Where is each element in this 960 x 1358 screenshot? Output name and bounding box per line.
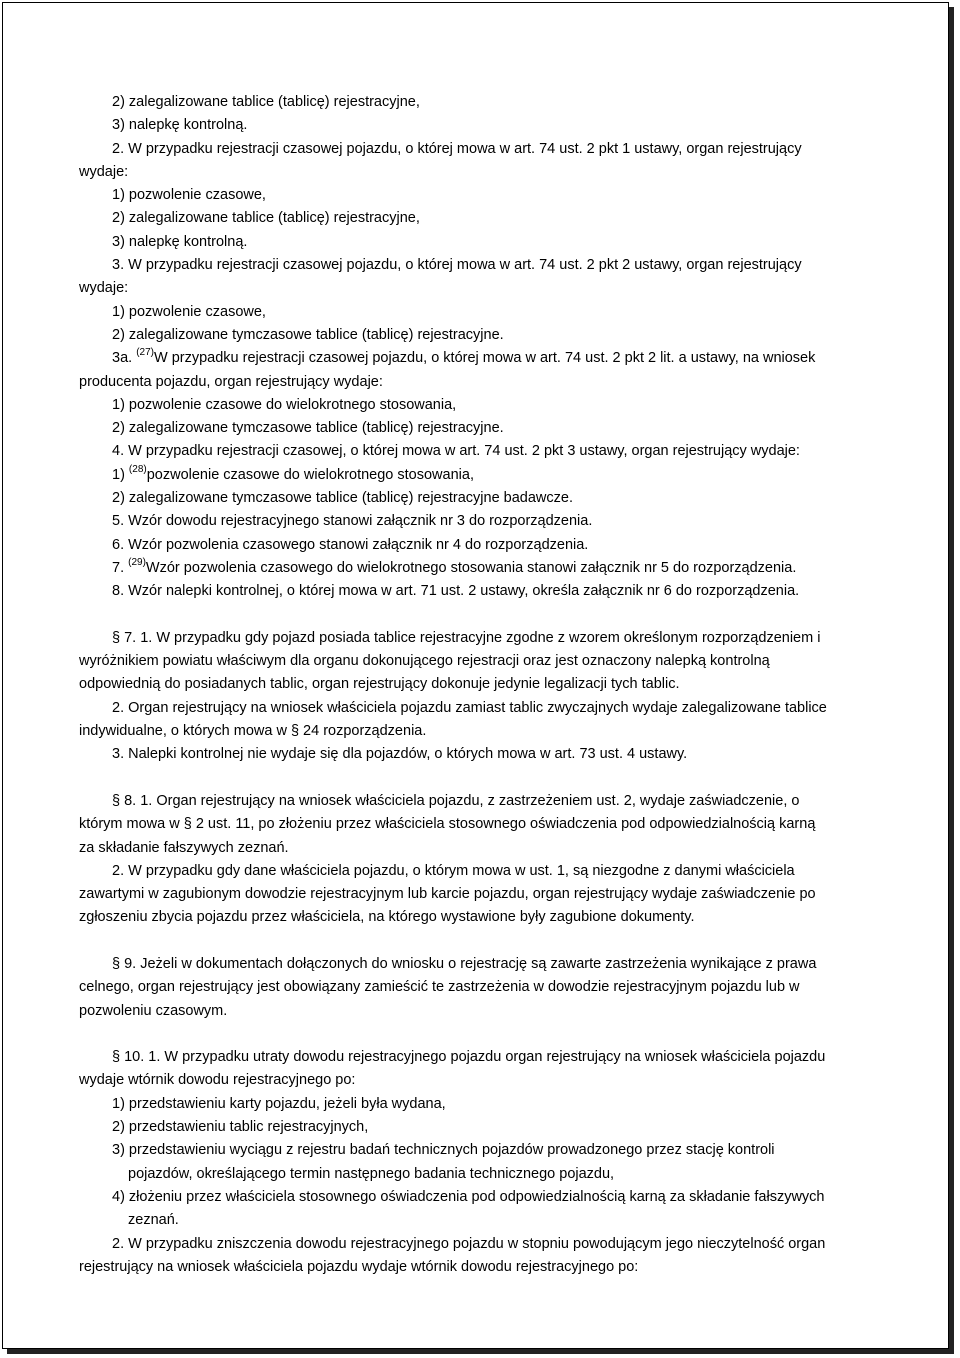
line-text: pojazdów, określającego termin następnego badania technicznego pojazdu, [128,1165,615,1182]
document-body [79,91,905,1279]
line-text: którym mowa w § 2 ust. 11, po złożeniu przez właściciela stosownego oświadczenia pod odpowiedzialnością karną [79,816,816,833]
line-text: Wzór pozwolenia czasowego do wielokrotnego stosowania stanowi załącznik nr 5 do rozporządzenia. [145,559,797,576]
document-line [79,1116,905,1139]
line-text: producenta pojazdu, organ rejestrujący wydaje: [79,373,383,390]
line-text: pozwolenie czasowe do wielokrotnego stosowania, [146,466,474,483]
document-line [79,1186,905,1209]
document-line [79,440,905,463]
document-line [79,1256,905,1279]
paragraph-spacer [79,1023,905,1046]
line-text: indywidualne, o których mowa w § 24 rozporządzenia. [79,723,427,740]
document-line [79,673,905,696]
document-line [79,394,905,417]
document-line [79,161,905,184]
line-text: § 7. 1. W przypadku gdy pojazd posiada tablice rejestracyjne zgodne z wzorem określonym rozporządzeniem i [112,629,821,646]
line-text: 1) przedstawieniu karty pojazdu, jeżeli była wydana, [112,1095,446,1112]
document-page [2,2,949,1349]
document-line [79,114,905,137]
document-line [79,417,905,440]
line-text: 2. W przypadku zniszczenia dowodu rejestracyjnego pojazdu w stopniu powodującym jego nieczytelność organ [112,1235,826,1252]
line-text: 5. Wzór dowodu rejestracyjnego stanowi załącznik nr 3 do rozporządzenia. [112,513,593,530]
line-text: 4) złożeniu przez właściciela stosownego oświadczenia pod odpowiedzialnością karną za składanie fałszywych [112,1188,825,1205]
line-prefix: 3a. [112,350,137,367]
line-text: 2. W przypadku rejestracji czasowej pojazdu, o której mowa w art. 74 ust. 2 pkt 1 ustawy, organ rejestrujący [112,140,802,157]
document-line [79,534,905,557]
line-text: rejestrujący na wniosek właściciela pojazdu wydaje wtórnik dowodu rejestracyjnego po: [79,1258,639,1275]
line-text: 1) pozwolenie czasowe, [112,303,266,320]
line-text: zgłoszeniu zbycia pojazdu przez właściciela, na którego wystawione były zagubione dokumenty. [79,909,695,926]
document-line [79,138,905,161]
document-line [79,487,905,510]
line-text: 6. Wzór pozwolenia czasowego stanowi załącznik nr 4 do rozporządzenia. [112,536,589,553]
document-line [79,1093,905,1116]
line-text: § 9. Jeżeli w dokumentach dołączonych do wniosku o rejestrację są zawarte zastrzeżenia wynikające z prawa [112,955,817,972]
document-line [79,837,905,860]
document-line [79,277,905,300]
line-text: wydaje wtórnik dowodu rejestracyjnego po: [79,1072,356,1089]
document-line [79,91,905,114]
line-text: wydaje: [79,280,129,297]
document-line [79,953,905,976]
document-line [79,580,905,603]
document-line [79,1069,905,1092]
line-text: 2) zalegalizowane tymczasowe tablice (tablicę) rejestracyjne. [112,326,504,343]
paragraph-spacer [79,767,905,790]
document-line [79,557,905,580]
document-line [79,371,905,394]
line-text: 1) pozwolenie czasowe, [112,187,266,204]
paragraph-spacer [79,604,905,627]
line-text: 3) nalepkę kontrolną. [112,117,248,134]
line-prefix: 7. [112,559,129,576]
line-text: wyróżnikiem powiatu właściwym dla organu dokonującego rejestracji oraz jest oznaczony nalepką kontrolną [79,653,770,670]
line-text: odpowiednią do posiadanych tablic, organ rejestrujący dokonuje jedynie legalizacji tych tablic. [79,676,680,693]
line-text: wydaje: [79,163,129,180]
line-text: 3. Nalepki kontrolnej nie wydaje się dla pojazdów, o których mowa w art. 73 ust. 4 ustawy. [112,746,688,763]
document-line [79,347,905,370]
line-text: zeznań. [128,1212,179,1229]
footnote-marker: (28) [128,463,147,475]
line-text: pozwoleniu czasowym. [79,1002,228,1019]
document-line [79,510,905,533]
document-line [79,184,905,207]
footnote-marker: (29) [128,557,146,569]
document-line [79,1046,905,1069]
document-line [79,697,905,720]
line-text: 4. W przypadku rejestracji czasowej, o której mowa w art. 74 ust. 2 pkt 3 ustawy, organ rejestrujący wydaje: [112,443,800,460]
line-text: W przypadku rejestracji czasowej pojazdu, o której mowa w art. 74 ust. 2 pkt 2 lit. a ustawy, na wniosek [153,350,816,367]
document-line [79,650,905,673]
line-text: 2. Organ rejestrujący na wniosek właściciela pojazdu zamiast tablic zwyczajnych wydaje zalegalizowane tablice [112,699,827,716]
document-line [79,976,905,999]
line-text: celnego, organ rejestrujący jest obowiązany zamieścić te zastrzeżenia w dowodzie rejestracyjnym pojazdu lub w [79,979,800,996]
line-text: 1) pozwolenie czasowe do wielokrotnego stosowania, [112,396,457,413]
document-line [79,301,905,324]
line-text: 8. Wzór nalepki kontrolnej, o której mowa w art. 71 ust. 2 ustawy, określa załącznik nr 6 do rozporządzenia. [112,583,800,600]
document-line [79,883,905,906]
line-prefix: 1) [112,466,129,483]
line-text: 3) nalepkę kontrolną. [112,233,248,250]
document-line [79,464,905,487]
document-line [79,627,905,650]
line-text: § 8. 1. Organ rejestrujący na wniosek właściciela pojazdu, z zastrzeżeniem ust. 2, wydaje zaświadczenie, o [112,792,800,809]
document-line [79,254,905,277]
line-text: 2) zalegalizowane tymczasowe tablice (tablicę) rejestracyjne. [112,420,504,437]
line-text: 3) przedstawieniu wyciągu z rejestru badań technicznych pojazdów prowadzonego przez stację kontroli [112,1142,775,1159]
footnote-marker: (27) [136,347,154,359]
line-text: 2) zalegalizowane tablice (tablicę) rejestracyjne, [112,94,420,110]
line-text: 3. W przypadku rejestracji czasowej pojazdu, o której mowa w art. 74 ust. 2 pkt 2 ustawy, organ rejestrujący [112,257,802,274]
line-text: 2) przedstawieniu tablic rejestracyjnych, [112,1119,369,1136]
document-line [79,1000,905,1023]
document-line [79,906,905,929]
document-line [79,324,905,347]
document-line [79,231,905,254]
document-line [79,860,905,883]
line-text: 2. W przypadku gdy dane właściciela pojazdu, o którym mowa w ust. 1, są niezgodne z danymi właściciela [112,862,795,879]
document-line [79,1163,905,1186]
line-text: 2) zalegalizowane tablice (tablicę) rejestracyjne, [112,210,420,227]
document-line [79,1209,905,1232]
line-text: zawartymi w zagubionym dowodzie rejestracyjnym lub karcie pojazdu, organ rejestrujący wydaje zaświadczenie po [79,886,816,903]
document-line [79,720,905,743]
document-line [79,1233,905,1256]
document-line [79,207,905,230]
document-line [79,743,905,766]
line-text: § 10. 1. W przypadku utraty dowodu rejestracyjnego pojazdu organ rejestrujący na wniosek właściciela pojazdu [112,1049,826,1066]
document-line [79,790,905,813]
line-text: 2) zalegalizowane tymczasowe tablice (tablicę) rejestracyjne badawcze. [112,490,573,507]
line-text: za składanie fałszywych zeznań. [79,839,289,856]
document-line [79,813,905,836]
paragraph-spacer [79,930,905,953]
document-line [79,1139,905,1162]
